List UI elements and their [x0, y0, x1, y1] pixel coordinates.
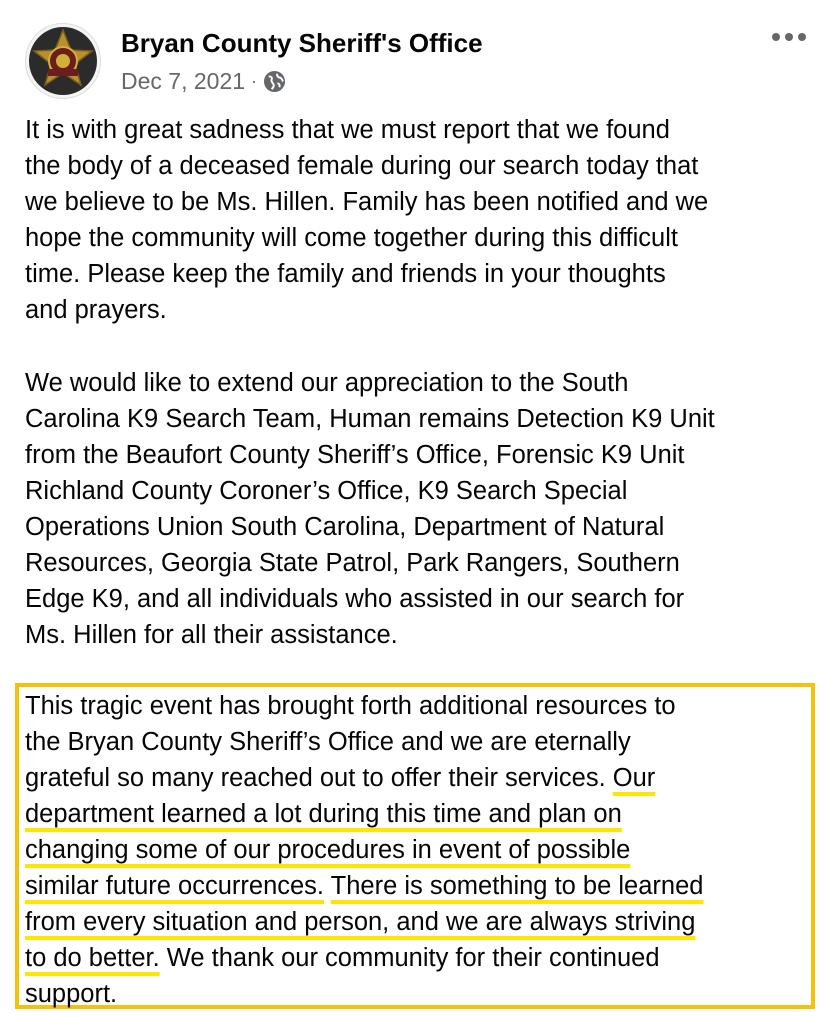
text-line: support.: [25, 980, 118, 1008]
text-line: the body of a deceased female during our search today that: [25, 152, 699, 180]
text-line: [25, 796, 703, 832]
text-line: hope the community will come together during this difficult: [25, 224, 678, 252]
text-line: and prayers.: [25, 296, 167, 324]
text-segment: [324, 872, 331, 900]
text-line: [25, 832, 703, 868]
globe-icon[interactable]: [263, 70, 286, 93]
underlined-text: department learned a lot during this time and plan on: [25, 800, 622, 828]
text-line: This tragic event has brought forth additional resources to: [25, 692, 676, 720]
text-segment: We thank our community for their continued: [159, 944, 660, 972]
text-line: [25, 760, 703, 796]
text-line: time. Please keep the family and friends in your thoughts: [25, 260, 666, 288]
text-line: Resources, Georgia State Patrol, Park Rangers, Southern: [25, 549, 680, 577]
text-line: [25, 940, 703, 976]
post-date[interactable]: Dec 7, 2021: [121, 68, 246, 94]
text-line: we believe to be Ms. Hillen. Family has been notified and we: [25, 188, 709, 216]
text-line: [25, 868, 703, 904]
text-line: Operations Union South Carolina, Department of Natural: [25, 513, 665, 541]
text-line: Edge K9, and all individuals who assisted in our search for: [25, 585, 685, 613]
text-line: We would like to extend our appreciation to the South: [25, 369, 629, 397]
text-segment: grateful so many reached out to offer their services.: [25, 764, 613, 792]
meta-separator: ·: [251, 71, 258, 91]
underlined-text: similar future occurrences.: [25, 872, 325, 900]
more-horizontal-icon: [771, 32, 807, 42]
post-header: [22, 18, 812, 98]
more-options-button[interactable]: [767, 22, 811, 52]
text-line: [25, 904, 703, 940]
text-line: the Bryan County Sheriff’s Office and we are eternally: [25, 728, 631, 756]
post-body-paragraph-3: [25, 688, 703, 1012]
underlined-text: There is something to be learned: [330, 872, 704, 900]
post-body-paragraph-2: [25, 365, 715, 653]
post-meta: [121, 68, 286, 95]
underlined-text: changing some of our procedures in event of possible: [25, 836, 631, 864]
sheriff-badge-logo: [26, 24, 100, 98]
underlined-text: from every situation and person, and we are always striving: [25, 908, 696, 936]
underlined-text: to do better.: [25, 944, 160, 972]
text-line: Carolina K9 Search Team, Human remains Detection K9 Unit: [25, 405, 715, 433]
text-line: Richland County Coroner’s Office, K9 Search Special: [25, 477, 628, 505]
underlined-text: Our: [612, 764, 656, 792]
page-avatar[interactable]: [25, 23, 101, 99]
page-name[interactable]: Bryan County Sheriff's Office: [121, 28, 483, 58]
text-line: Ms. Hillen for all their assistance.: [25, 621, 398, 649]
text-line: It is with great sadness that we must report that we found: [25, 116, 670, 144]
text-line: from the Beaufort County Sheriff’s Office, Forensic K9 Unit: [25, 441, 685, 469]
post-body-paragraph-1: [25, 112, 815, 328]
